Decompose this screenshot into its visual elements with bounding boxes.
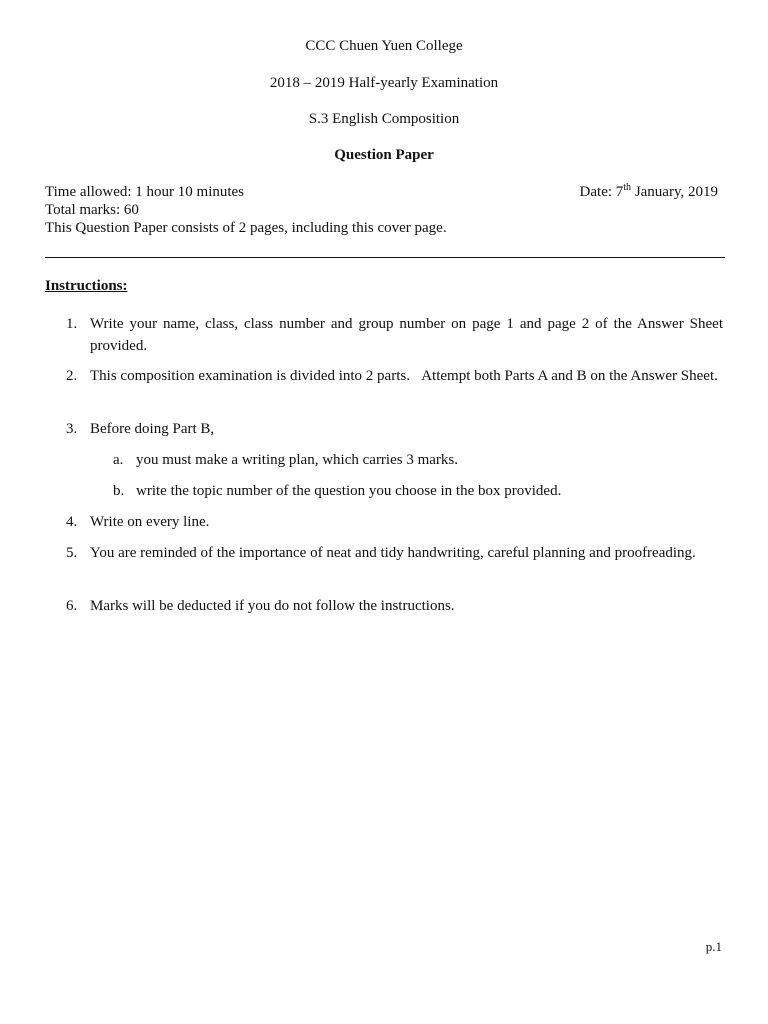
instruction-text: This composition examination is divided into 2 parts. Attempt both Parts A and B on the Answer Sheet. [90,368,718,384]
time-allowed: Time allowed: 1 hour 10 minutes [45,184,245,200]
sub-item-letter: b. [113,483,125,499]
instruction-item [66,365,723,387]
school-name: CCC Chuen Yuen College [305,38,463,54]
paper-title: Question Paper [334,147,434,163]
instruction-item [66,511,723,533]
page-number: p.1 [705,939,722,954]
instruction-number: 1. [66,316,78,332]
date-ordinal: th [623,182,632,193]
sub-item-letter: a. [113,452,124,468]
instruction-sub-item [113,480,713,502]
pages-note: This Question Paper consists of 2 pages, including this cover page. [45,220,447,236]
instruction-item [66,418,723,440]
sub-item-text: you must make a writing plan, which carries 3 marks. [136,452,459,468]
instruction-number: 2. [66,368,78,384]
total-marks: Total marks: 60 [45,202,139,218]
exam-date [580,182,718,202]
instruction-item [66,542,723,564]
instruction-number: 4. [66,514,78,530]
instruction-text: Marks will be deducted if you do not follow the instructions. [90,598,455,614]
instructions-heading: Instructions: [45,278,128,294]
instruction-item [66,595,723,617]
instruction-text: Write on every line. [90,514,210,530]
instruction-text: Write your name, class, class number and group number on page 1 and page 2 of the Answer Sheet provided. [90,316,723,354]
instruction-number: 5. [66,545,78,561]
instruction-text: Before doing Part B, [90,421,215,437]
instruction-number: 6. [66,598,78,614]
header-divider [45,257,725,258]
date-suffix: January, 2019 [631,184,718,200]
date-prefix: Date: 7 [579,184,624,200]
instruction-sub-item [113,449,713,471]
exam-title: 2018 – 2019 Half-yearly Examination [269,75,499,91]
instruction-item [66,313,723,357]
subject-title: S.3 English Composition [308,111,460,127]
instruction-text: You are reminded of the importance of neat and tidy handwriting, careful planning and proofreading. [90,545,696,561]
sub-item-text: write the topic number of the question you choose in the box provided. [136,483,562,499]
instruction-number: 3. [66,421,78,437]
